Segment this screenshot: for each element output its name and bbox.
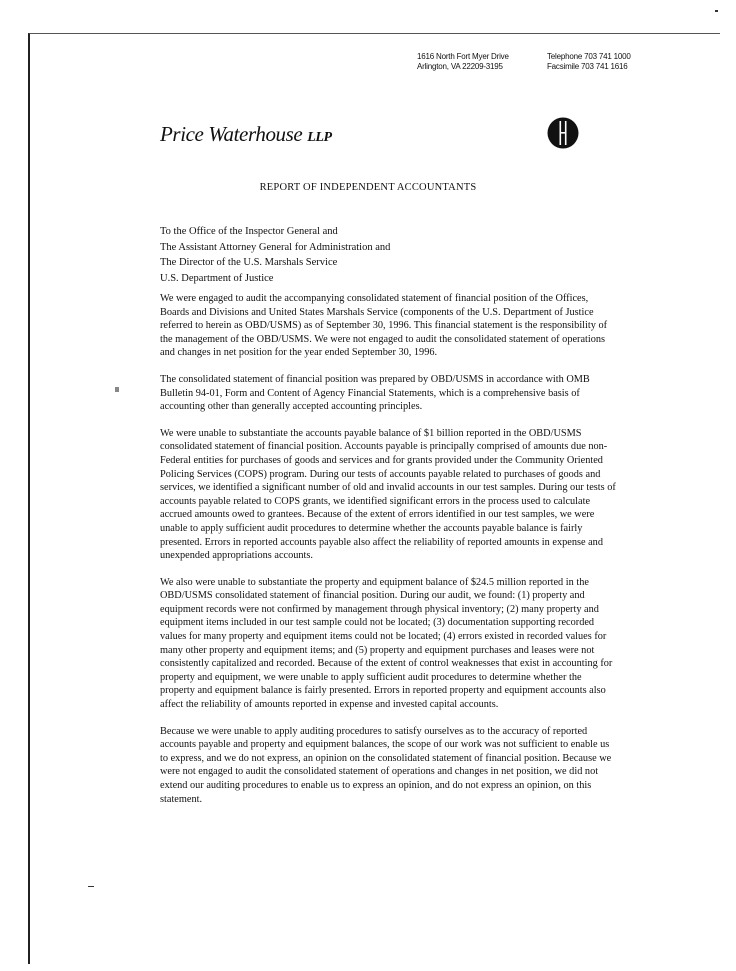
report-title: REPORT OF INDEPENDENT ACCOUNTANTS [259, 182, 477, 193]
letterhead-contact [547, 52, 631, 72]
firm-logo-icon [547, 117, 579, 149]
scan-speck [715, 10, 718, 12]
paragraph-scope: We were engaged to audit the accompanying consolidated statement of financial position of the Offices, Boards and Divisions and United States Marshals Service (components of the U.S. Department of Justice referred to herein as OBD/USMS) as of September 30, 1996. This financial statement is the responsibility of the management of the OBD/USMS. We were not engaged to audit the consolidated statement of operations and changes in net position for the year ended September 30, 1996. [160, 293, 608, 359]
firm-name-text: Price Waterhouse [160, 122, 303, 146]
firm-suffix: LLP [307, 130, 332, 145]
paragraph-basis: The consolidated statement of financial position was prepared by OBD/USMS in accordance with OMB Bulletin 94-01, Form and Content of Agency Financial Statements, which is a comprehensive basis of accounting other than generally accepted accounting principles. [160, 373, 590, 413]
address-line: Arlington, VA 22209-3195 [417, 62, 503, 71]
facsimile-line: Facsimile 703 741 1616 [547, 62, 628, 71]
address-line: 1616 North Fort Myer Drive [417, 52, 509, 61]
paragraph-property-equipment: We also were unable to substantiate the property and equipment balance of $24.5 million reported in the OBD/USMS consolidated statement of financial position. During our audit, we found: (1) property and equipment records were not confirmed by management through physical inventory; (2) many property and equipment items included in our test sample could not be located; (3) documentation supporting recorded values for many property and equipment items could not be located; (4) errors existed in recorded values for many other property and equipment items; and (5) property and equipment purchases and leases were not consistently capitalized and recorded. Because of the extent of control weaknesses that exist in accounting for property and equipment, we were unable to apply sufficient audit procedures to determine whether the property and equipment balance is fairly presented. Errors in reported property and equipment accounts also affect the reliability of amounts reported in expense and invested capital accounts. [160, 576, 613, 711]
telephone-line: Telephone 703 741 1000 [547, 52, 631, 61]
addressee-line: U.S. Department of Justice [160, 272, 274, 284]
paragraph-disclaimer: Because we were unable to apply auditing procedures to satisfy ourselves as to the accuracy of reported accounts payable and property and equipment balances, the scope of our work was not sufficient to enable us to express, and we do not express, an opinion on the consolidated statement of financial position. Because we were not engaged to audit the consolidated statement of operations and changes in net position, we did not extend our auditing procedures to enable us to express an opinion, and do not express an opinion, on this statement. [160, 725, 612, 805]
letterhead-address [417, 52, 509, 72]
paragraph-accounts-payable: We were unable to substantiate the accounts payable balance of $1 billion reported in the OBD/USMS consolidated statement of financial position. Accounts payable is principally comprised of amounts due non-Federal entities for purchases of goods and services and for grants provided under the Community Oriented Policing Services (COPS) program. During our tests of accounts payable related to purchases of goods and services, we identified a significant number of old and invalid accounts in our test samples. During our tests of accounts payable related to COPS grants, we identified significant errors in the process used to calculate accrued amounts owed to grantees. Because of the extent of errors identified in our test samples, we were unable to apply sufficient audit procedures to determine whether the accounts payable balance is fairly presented. Errors in reported accounts payable also affect the reliability of reported amounts in expense and unexpended appropriations accounts. [160, 427, 616, 562]
scan-speck [115, 387, 119, 392]
addressee-block [160, 224, 390, 286]
addressee-line: The Assistant Attorney General for Administration and [160, 241, 391, 253]
firm-name [160, 122, 332, 147]
addressee-line: To the Office of the Inspector General and [160, 226, 338, 237]
addressee-line: The Director of the U.S. Marshals Service [160, 257, 338, 268]
report-body [160, 292, 618, 819]
scan-speck [88, 886, 94, 887]
